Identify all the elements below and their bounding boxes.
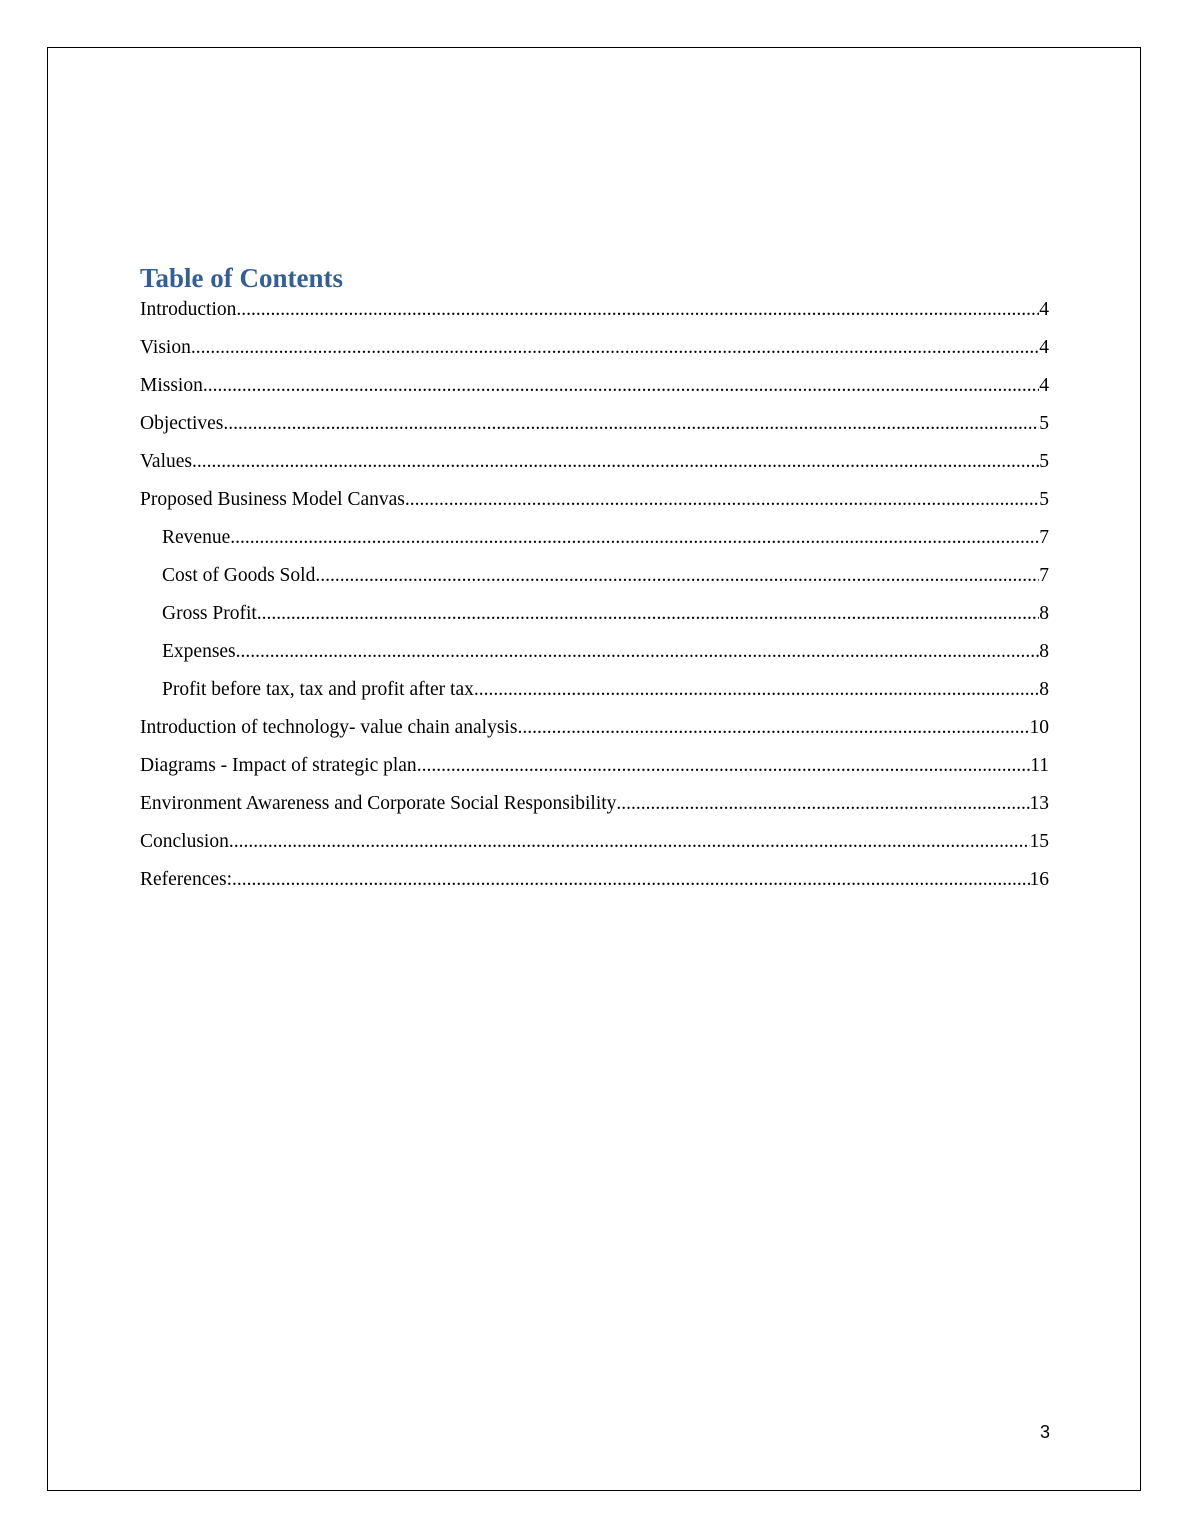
toc-entry-page: 8 — [1039, 603, 1049, 624]
toc-dot-leader — [191, 329, 1039, 367]
toc-entry-label: References: — [140, 869, 233, 890]
toc-dot-leader — [405, 481, 1039, 519]
toc-list — [140, 291, 1049, 899]
toc-entry[interactable] — [140, 519, 1049, 557]
toc-entry-label: Diagrams - Impact of strategic plan — [140, 755, 417, 776]
toc-dot-leader — [315, 557, 1039, 595]
toc-entry[interactable] — [140, 861, 1049, 899]
toc-entry-page: 7 — [1039, 565, 1049, 586]
toc-dot-leader — [417, 747, 1031, 785]
toc-entry-label: Gross Profit — [162, 603, 257, 624]
toc-dot-leader — [192, 443, 1039, 481]
toc-entry[interactable] — [140, 291, 1049, 329]
toc-entry[interactable] — [140, 481, 1049, 519]
toc-entry-label: Conclusion — [140, 831, 229, 852]
toc-dot-leader — [229, 823, 1030, 861]
toc-entry[interactable] — [140, 443, 1049, 481]
toc-entry[interactable] — [140, 405, 1049, 443]
toc-entry-page: 8 — [1039, 679, 1049, 700]
toc-dot-leader — [232, 861, 1029, 899]
toc-entry-page: 4 — [1039, 299, 1049, 320]
toc-entry[interactable] — [140, 595, 1049, 633]
toc-entry-label: Cost of Goods Sold — [162, 565, 316, 586]
toc-entry-label: Vision — [140, 337, 191, 358]
toc-entry-label: Objectives — [140, 413, 224, 434]
toc-entry-page: 15 — [1029, 831, 1049, 852]
toc-dot-leader — [616, 785, 1029, 823]
toc-entry-page: 11 — [1030, 755, 1049, 776]
toc-entry[interactable] — [140, 557, 1049, 595]
page-number: 3 — [1039, 1422, 1050, 1442]
toc-entry-page: 4 — [1039, 375, 1049, 396]
toc-entry-page: 13 — [1029, 793, 1049, 814]
toc-entry[interactable] — [140, 785, 1049, 823]
toc-title: Table of Contents — [140, 263, 344, 293]
toc-entry[interactable] — [140, 367, 1049, 405]
toc-dot-leader — [236, 633, 1040, 671]
toc-entry-page: 5 — [1039, 489, 1049, 510]
toc-entry-label: Introduction — [140, 299, 237, 320]
toc-entry[interactable] — [140, 329, 1049, 367]
toc-entry-page: 7 — [1039, 527, 1049, 548]
toc-dot-leader — [203, 367, 1039, 405]
toc-entry[interactable] — [140, 633, 1049, 671]
toc-entry-page: 8 — [1039, 641, 1049, 662]
toc-entry[interactable] — [140, 709, 1049, 747]
toc-entry-label: Profit before tax, tax and profit after tax — [162, 679, 474, 700]
toc-entry[interactable] — [140, 823, 1049, 861]
toc-entry-page: 4 — [1039, 337, 1049, 358]
toc-entry-label: Revenue — [162, 527, 231, 548]
toc-entry-label: Expenses — [162, 641, 236, 662]
toc-dot-leader — [474, 671, 1039, 709]
toc-dot-leader — [223, 405, 1039, 443]
toc-entry-label: Environment Awareness and Corporate Social Responsibility — [140, 793, 617, 814]
toc-entry[interactable] — [140, 747, 1049, 785]
toc-entry-label: Proposed Business Model Canvas — [140, 489, 405, 510]
toc-dot-leader — [236, 291, 1039, 329]
toc-dot-leader — [230, 519, 1039, 557]
toc-dot-leader — [517, 709, 1029, 747]
toc-entry-page: 5 — [1039, 413, 1049, 434]
toc-entry[interactable] — [140, 671, 1049, 709]
toc-dot-leader — [257, 595, 1039, 633]
toc-entry-page: 16 — [1029, 869, 1049, 890]
toc-entry-page: 5 — [1039, 451, 1049, 472]
toc-entry-label: Values — [140, 451, 192, 472]
toc-entry-label: Mission — [140, 375, 203, 396]
toc-entry-page: 10 — [1029, 717, 1049, 738]
toc-entry-label: Introduction of technology- value chain analysis — [140, 717, 518, 738]
